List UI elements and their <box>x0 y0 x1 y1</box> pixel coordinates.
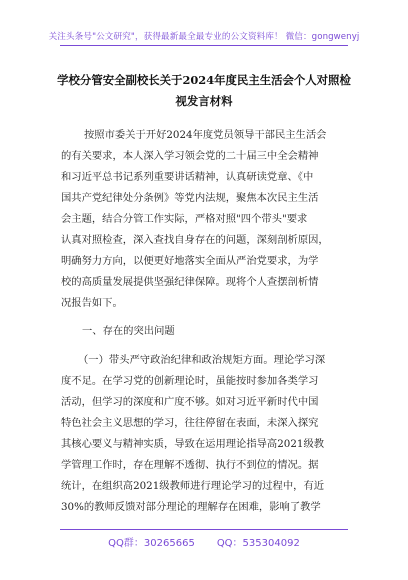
section-heading: 一、存在的突出问题 <box>82 325 175 337</box>
paragraph-line: 明确努力方向，以便更好地落实全面从严治党要求，为学 <box>61 255 319 267</box>
header-banner: 关注头条号"公文研究"，获得最新最全最专业的公文资料库！ 微信：gongwenyj <box>48 32 360 42</box>
subsection-line: 特色社会主义思想的学习，往往停留在表面，未深入探究 <box>61 417 319 429</box>
title-line-1: 学校分管安全副校长关于2024年度民主生活会个人对照检 <box>57 73 351 87</box>
header-divider <box>60 45 348 46</box>
qq-group-label: QQ群：30265665 <box>108 538 195 549</box>
title-line-2: 视发言材料 <box>175 94 233 108</box>
paragraph-line: 的有关要求，本人深入学习领会党的二十届三中全会精神 <box>61 150 319 162</box>
paragraph-line: 按照市委关于开好2024年度党员领导干部民主生活会 <box>84 129 327 141</box>
footer-divider <box>60 529 348 530</box>
paragraph-line: 认真对照检查，深入查找自身存在的问题，深刻剖析原因， <box>61 234 329 246</box>
subsection-line: 度不足。在学习党的创新理论时，虽能按时参加各类学习 <box>61 375 319 387</box>
document-title <box>56 70 352 112</box>
paragraph-line: 和习近平总书记系列重要讲话精神，认真研读党章、《中 <box>61 171 314 183</box>
subsection-line: 学管理工作时，存在理解不透彻、执行不到位的情况。据 <box>61 459 319 471</box>
subsection-line: 30%的教师反馈对部分理论的理解存在困难，影响了教学 <box>61 501 321 513</box>
subsection-line: 统计，在组织高2021级教师进行理论学习的过程中，有近 <box>61 480 325 492</box>
qq-contact-label: QQ：535304092 <box>216 538 300 549</box>
paragraph-line: 况报告如下。 <box>61 297 123 309</box>
paragraph-line: 会主题，结合分管工作实际，严格对照"四个带头"要求 <box>61 213 308 225</box>
footer-banner <box>0 534 408 549</box>
paragraph-line: 国共产党纪律处分条例》等党内法规，聚焦本次民主生活 <box>61 192 319 204</box>
subsection-line: （一）带头严守政治纪律和政治规矩方面。理论学习深 <box>78 354 326 366</box>
subsection-line: 其核心要义与精神实质，导致在运用理论指导高2021级教 <box>61 438 325 450</box>
paragraph-line: 校的高质量发展提供坚强纪律保障。现将个人查摆剖析情 <box>61 276 319 288</box>
subsection-line: 活动，但学习的深度和广度不够。如对习近平新时代中国 <box>61 396 319 408</box>
